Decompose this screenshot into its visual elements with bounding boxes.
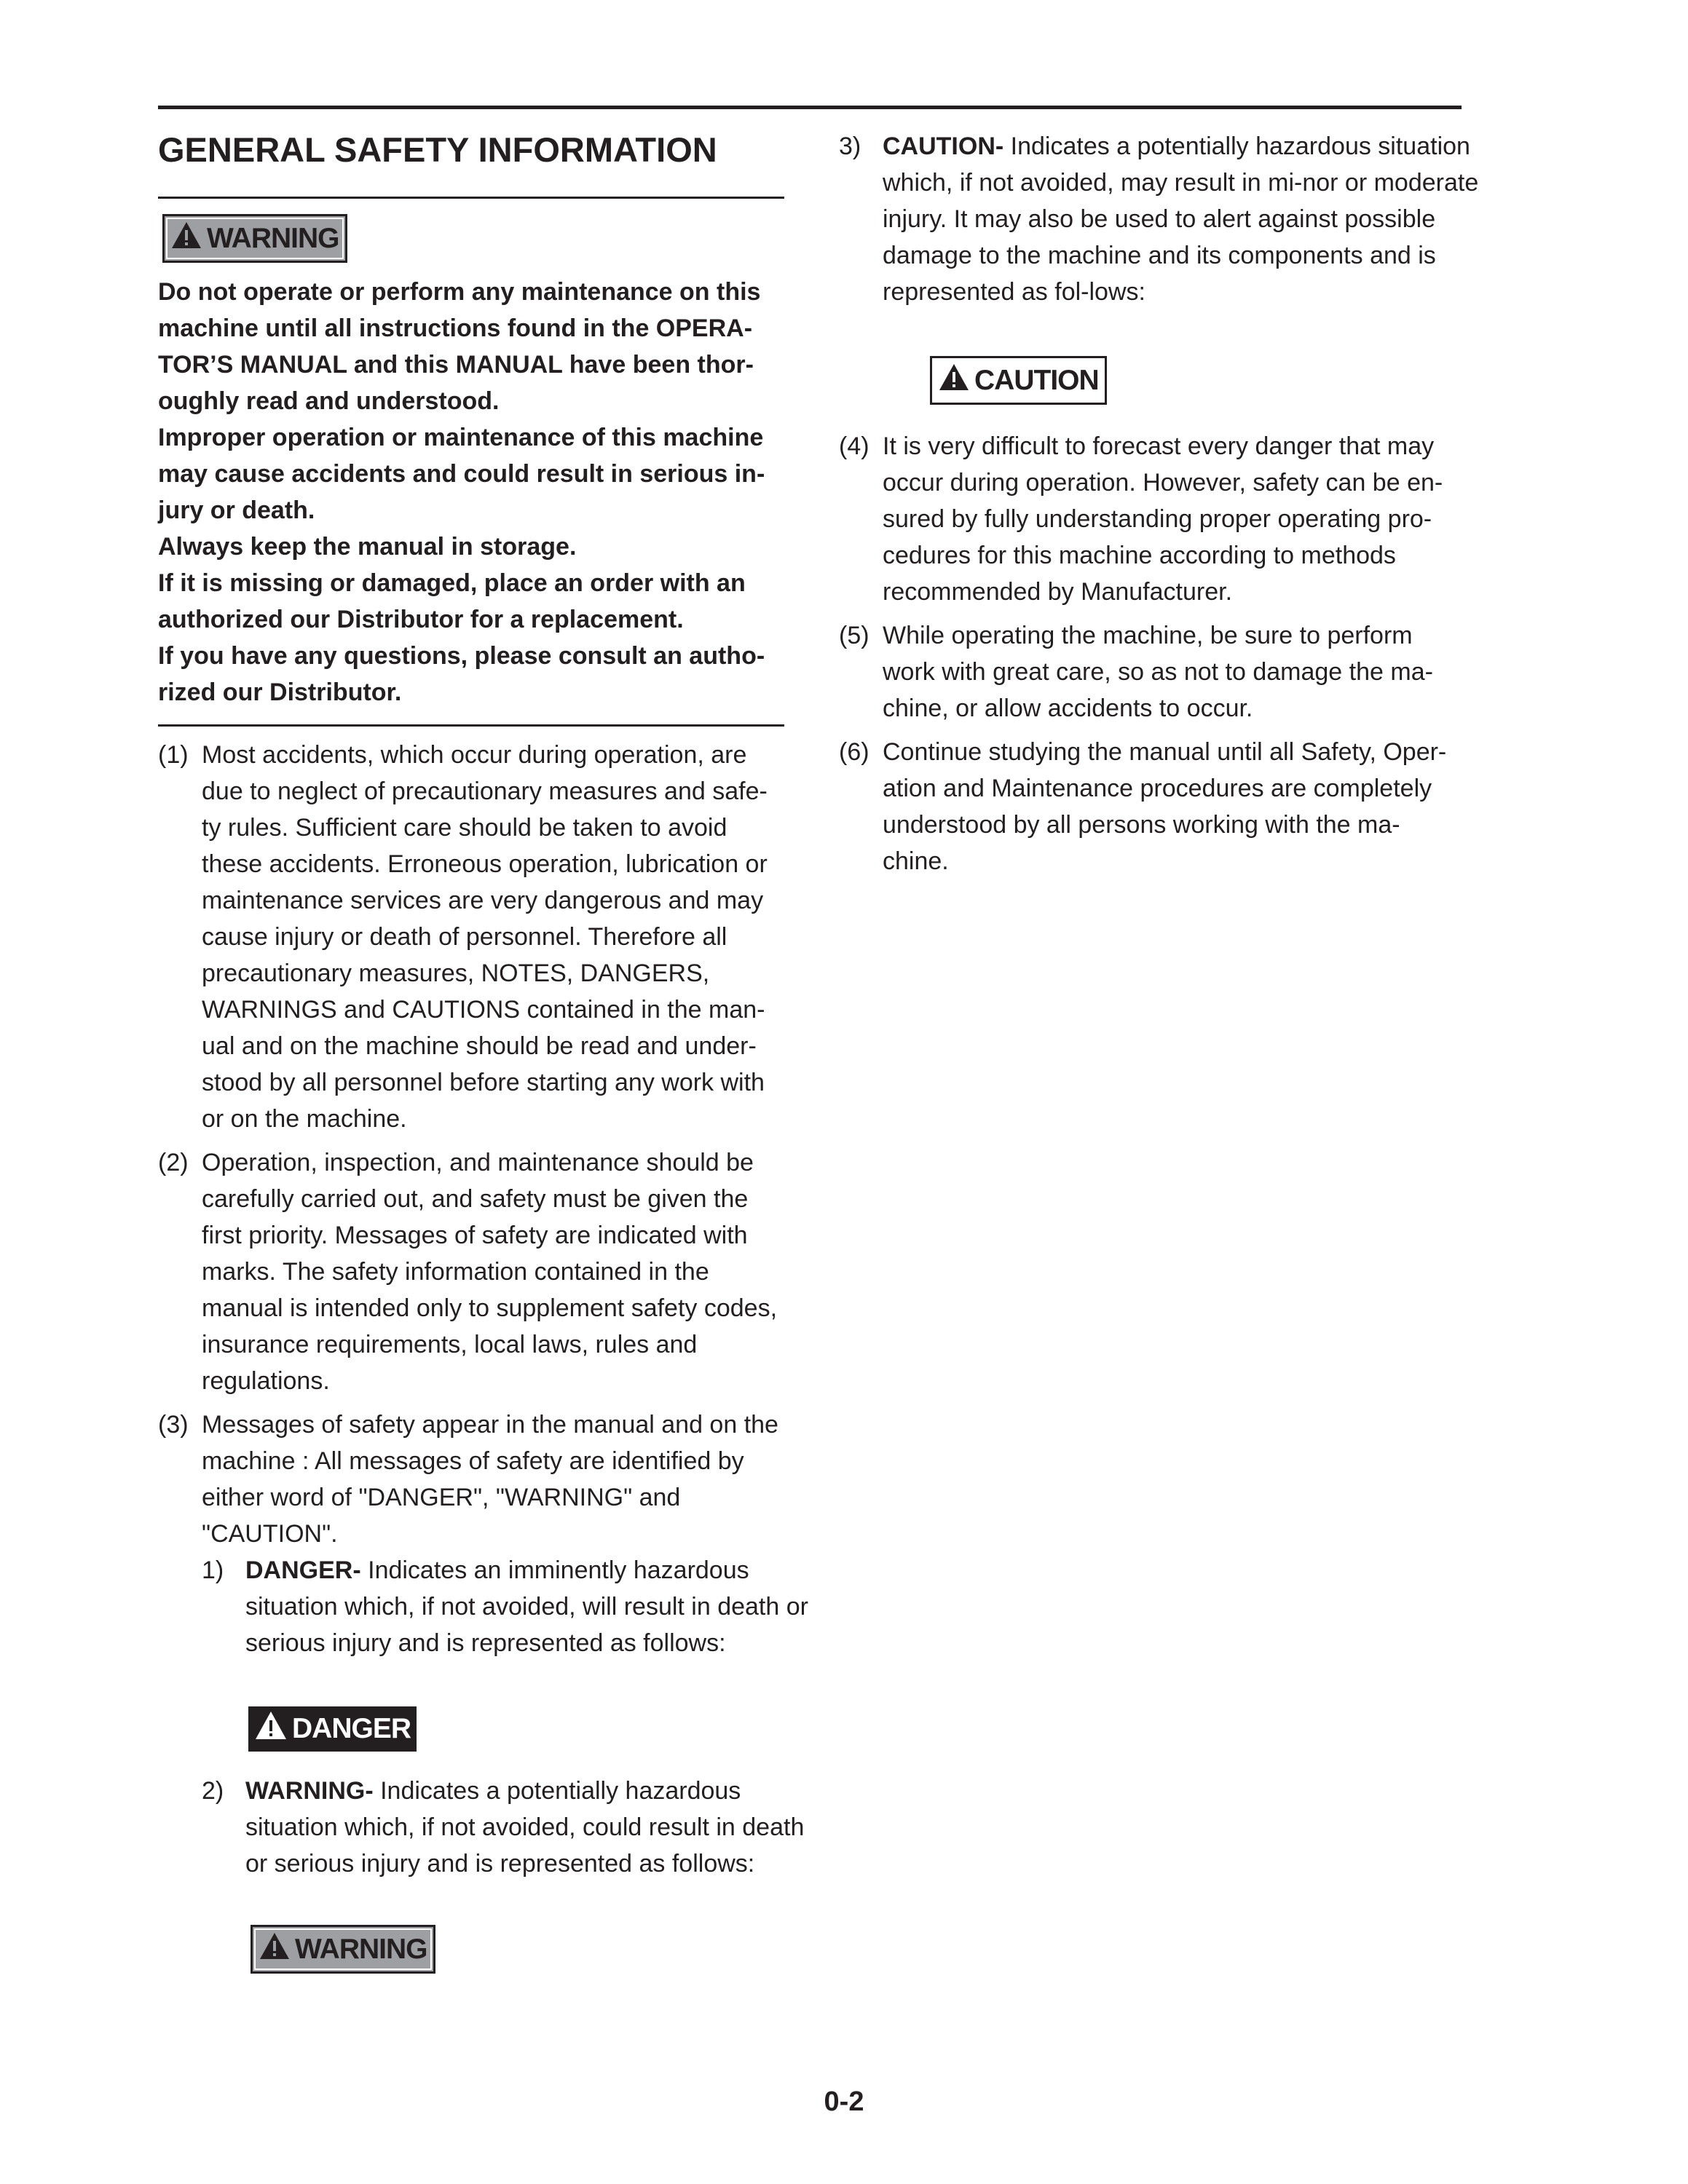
list-item: [839, 617, 1465, 727]
safety-list-right: [839, 428, 1465, 887]
caution-triangle-icon: [938, 363, 970, 399]
sub-item-text: [883, 128, 1509, 310]
page-number: 0-2: [824, 2086, 864, 2117]
caution-badge-label: CAUTION: [974, 364, 1099, 396]
warning-triangle-icon: [170, 221, 202, 257]
warning-paragraph: If it is missing or damaged, place an order with an authorized our Distributor for a replacement.: [158, 569, 746, 633]
warning-badge-label: WARNING: [207, 222, 339, 254]
list-item: [839, 734, 1465, 879]
warning-badge: [162, 214, 347, 263]
list-item: [158, 1406, 784, 1552]
caution-badge: [930, 356, 1107, 405]
warning-badge: [251, 1925, 435, 1974]
sub-item-description: Indicates a potentially hazardous situation which, if not avoided, may result in mi-nor or moderate injury. It may also be used to alert against possible damage to the machine and its components and is represented as fol-lows:: [883, 132, 1479, 306]
list-item: [839, 428, 1465, 610]
item-number: (2): [158, 1149, 189, 1176]
title-rule: [158, 197, 784, 199]
warning-paragraph: Always keep the manual in storage.: [158, 533, 577, 561]
sub-item-number: 1): [202, 1556, 224, 1584]
sub-item-caution: [839, 128, 1509, 310]
item-text: It is very difficult to forecast every danger that may occur during operation. However, safety can be en-sured by fully understanding proper operating pro-cedures for this machine according to methods recommended by Manufacturer.: [883, 432, 1443, 606]
warning-block: [158, 274, 784, 711]
warning-rule: [158, 724, 784, 727]
safety-list-left: [158, 737, 784, 1559]
sub-item-number: 2): [202, 1777, 224, 1805]
item-text: Most accidents, which occur during operation, are due to neglect of precautionary measures and safe-ty rules. Sufficient care should be taken to avoid these accidents. Erroneous operation, lubrication or maintenance services are very dangerous and may cause injury or death of personnel. Therefore all precautionary measures, NOTES, DANGERS, WARNINGS and CAUTIONS contained in the man-ual and on the machine should be read and under-stood by all personnel before starting any work with or on the machine.: [202, 741, 768, 1133]
warning-paragraph: If you have any questions, please consult an autho-rized our Distributor.: [158, 642, 765, 706]
item-number: (5): [839, 622, 869, 649]
item-text: Operation, inspection, and maintenance should be carefully carried out, and safety must be given the first priority. Messages of safety are indicated with marks. The safety information contained in the manual is intended only to supplement safety codes, insurance requirements, local laws, rules and regulations.: [202, 1149, 778, 1395]
list-item: [158, 1144, 784, 1399]
top-rule: [158, 106, 1462, 109]
sub-item-description: Indicates an imminently hazardous situation which, if not avoided, will result in death or serious injury and is represented as follows:: [245, 1556, 808, 1657]
warning-paragraph: Improper operation or maintenance of this machine may cause accidents and could result in serious in-jury or death.: [158, 424, 765, 524]
sub-item-text: [245, 1773, 828, 1882]
page-title: GENERAL SAFETY INFORMATION: [158, 130, 717, 169]
item-text: Continue studying the manual until all Safety, Oper-ation and Maintenance procedures are completely understood by all persons working with the ma-chine.: [883, 738, 1447, 875]
item-number: (3): [158, 1411, 189, 1439]
warning-paragraph: Do not operate or perform any maintenance on this machine until all instructions found in the OPERA-TOR’S MANUAL and this MANUAL have been thor-oughly read and understood.: [158, 278, 761, 415]
item-text: While operating the machine, be sure to perform work with great care, so as not to damage the ma-chine, or allow accidents to occur.: [883, 622, 1433, 722]
sub-item-number: 3): [839, 132, 861, 160]
warning-badge-label: WARNING: [295, 1933, 427, 1965]
sub-item-danger: [202, 1552, 828, 1661]
danger-badge: [248, 1706, 417, 1752]
item-text: Messages of safety appear in the manual and on the machine : All messages of safety are identified by either word of "DANGER", "WARNING" and "CAUTION".: [202, 1411, 778, 1548]
danger-triangle-icon: [254, 1710, 288, 1748]
sub-item-term: DANGER-: [245, 1556, 361, 1584]
sub-item-description: Indicates a potentially hazardous situation which, if not avoided, could result in death or serious injury and is represented as follows:: [245, 1777, 805, 1878]
item-number: (1): [158, 741, 189, 769]
sub-item-text: [245, 1552, 828, 1661]
sub-item-term: CAUTION-: [883, 132, 1004, 160]
sub-item-term: WARNING-: [245, 1777, 374, 1805]
item-number: (6): [839, 738, 869, 766]
warning-triangle-icon: [259, 1931, 291, 1968]
danger-badge-label: DANGER: [292, 1713, 411, 1744]
item-number: (4): [839, 432, 869, 460]
list-item: [158, 737, 784, 1137]
sub-item-warning: [202, 1773, 828, 1882]
